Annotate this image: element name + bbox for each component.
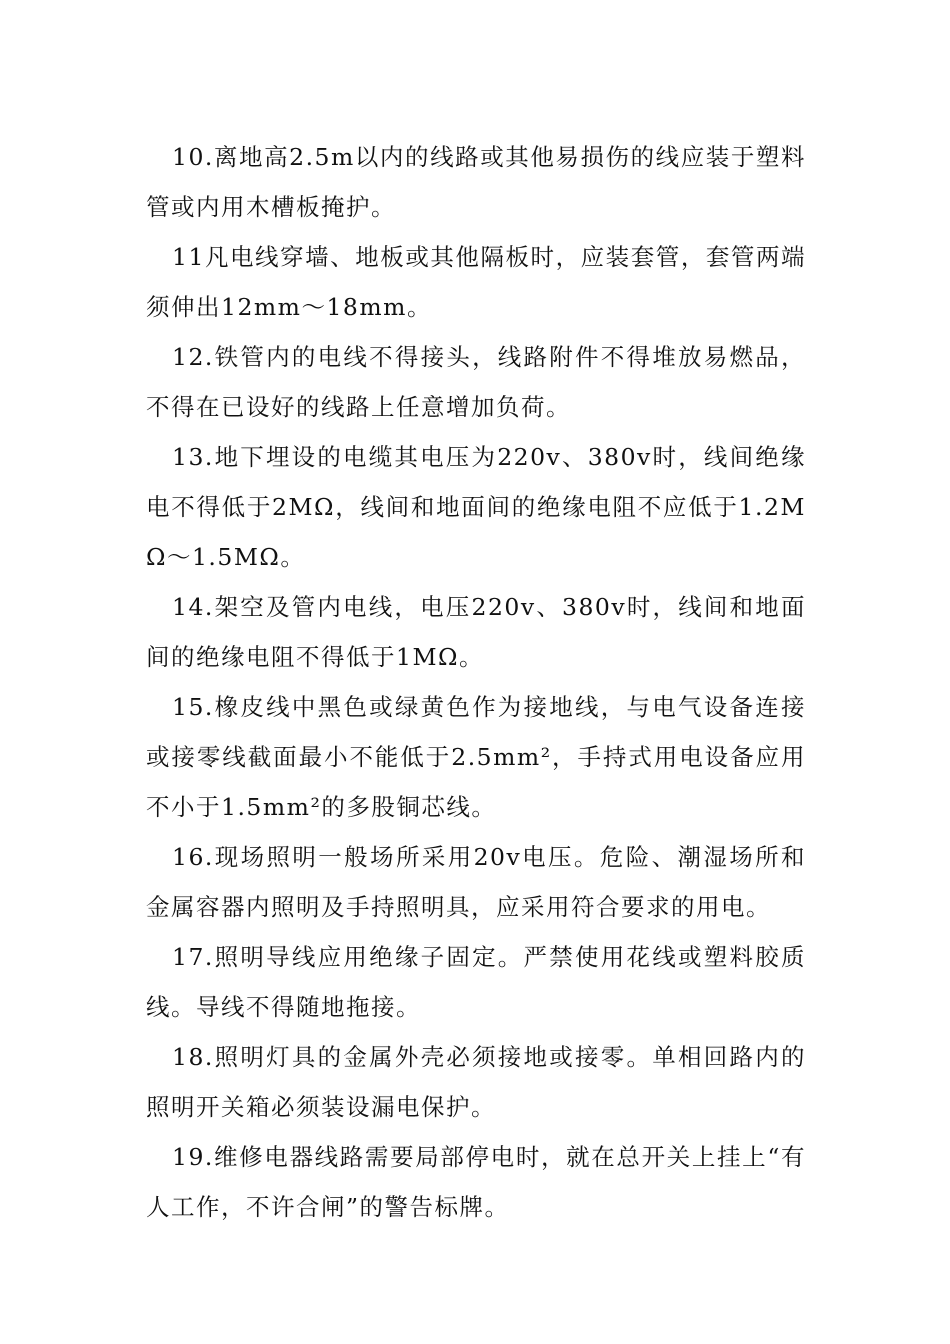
document-body (146, 132, 806, 1232)
paragraph-12: 12.铁管内的电线不得接头，线路附件不得堆放易燃品，不得在已设好的线路上任意增加负荷。 (146, 343, 806, 421)
paragraph-14: 14.架空及管内电线，电压220v、380v时，线间和地面间的绝缘电阻不得低于1MΩ。 (146, 593, 806, 671)
paragraph-15: 15.橡皮线中黑色或绿黄色作为接地线，与电气设备连接或接零线截面最小不能低于2.5mm²，手持式用电设备应用不小于1.5mm²的多股铜芯线。 (146, 693, 806, 821)
paragraph-19: 19.维修电器线路需要局部停电时，就在总开关上挂上“有人工作，不许合闸”的警告标牌。 (146, 1143, 806, 1221)
paragraph-13: 13.地下埋设的电缆其电压为220v、380v时，线间绝缘电不得低于2MΩ，线间和地面间的绝缘电阻不应低于1.2MΩ～1.5MΩ。 (146, 443, 806, 571)
paragraph-11: 11凡电线穿墙、地板或其他隔板时，应装套管，套管两端须伸出12mm～18mm。 (146, 243, 806, 321)
paragraph-10: 10.离地高2.5m以内的线路或其他易损伤的线应装于塑料管或内用木槽板掩护。 (146, 143, 806, 221)
paragraph-18: 18.照明灯具的金属外壳必须接地或接零。单相回路内的照明开关箱必须装设漏电保护。 (146, 1043, 806, 1121)
paragraph-17: 17.照明导线应用绝缘子固定。严禁使用花线或塑料胶质线。导线不得随地拖接。 (146, 943, 806, 1021)
paragraph-16: 16.现场照明一般场所采用20v电压。危险、潮湿场所和金属容器内照明及手持照明具，应采用符合要求的用电。 (146, 843, 806, 921)
